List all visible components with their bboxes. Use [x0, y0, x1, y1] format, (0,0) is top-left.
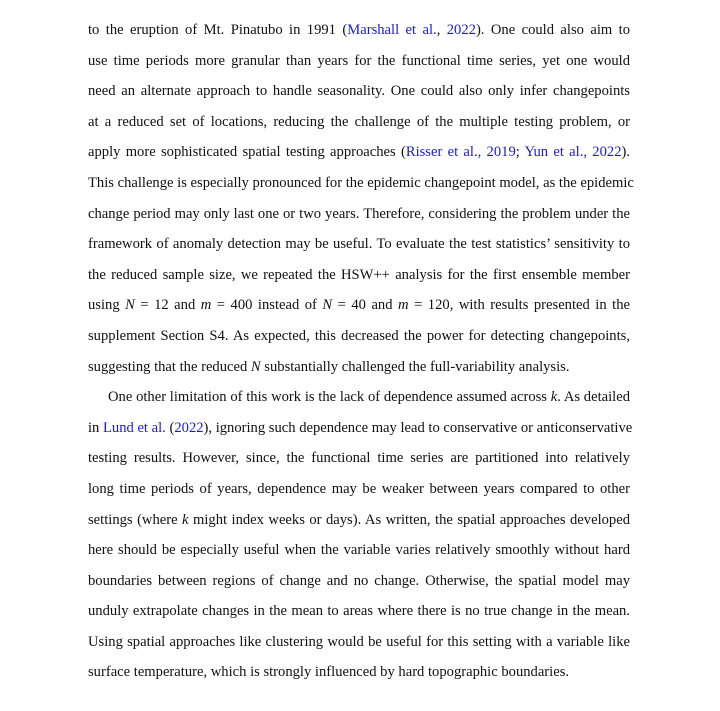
text-line [88, 107, 630, 138]
text-span: using [88, 297, 126, 314]
text-line [88, 168, 634, 199]
math-symbol: k [550, 389, 558, 406]
text-span: = 40 and [332, 297, 399, 314]
text-span: change period may only last one or two years. Therefore, considering the problem under the [88, 205, 630, 222]
citation-link[interactable]: 2022 [174, 419, 204, 436]
text-line [88, 321, 630, 352]
text-line [88, 596, 630, 627]
citation-link[interactable]: Marshall et al. [347, 22, 437, 38]
text-line [88, 505, 630, 536]
text-line [88, 566, 630, 597]
text-span: One other limitation of this work is the lack of dependence assumed across [108, 389, 551, 406]
math-symbol: m [398, 297, 409, 314]
text-line [88, 352, 630, 383]
text-span: unduly extrapolate changes in the mean to areas where there is no true change in the mean. [88, 603, 630, 620]
text-span: here should be especially useful when the variable varies relatively smoothly without hard [88, 542, 630, 559]
text-span: ), ignoring such dependence may lead to conservative or anticonservative [203, 419, 633, 436]
text-span: might index weeks or days). As written, the spatial approaches developed [188, 511, 630, 528]
text-span: This challenge is especially pronounced for the epidemic changepoint model, as the epidemic [88, 174, 634, 191]
text-line [88, 413, 633, 444]
text-line [88, 290, 630, 321]
text-line [88, 76, 630, 107]
text-line [88, 535, 630, 566]
citation-link[interactable]: 2022 [446, 22, 476, 38]
text-span: use time periods more granular than years for the functional time series, yet one would [88, 52, 630, 69]
paper-body [88, 15, 634, 688]
text-span: , [436, 22, 447, 38]
text-line [88, 137, 630, 168]
text-line [88, 229, 630, 260]
text-line [88, 627, 630, 658]
text-span: framework of anomaly detection may be useful. To evaluate the test statistics’ sensitivity to [88, 236, 630, 253]
text-span: at a reduced set of locations, reducing the challenge of the multiple testing problem, or [88, 113, 630, 130]
text-span: in [88, 419, 103, 436]
text-span: . As detailed [557, 389, 630, 406]
text-span: supplement Section S4. As expected, this decreased the power for detecting changepoints, [88, 327, 630, 344]
text-span: ( [165, 419, 175, 436]
text-span: ; [515, 144, 525, 161]
text-line [88, 474, 630, 505]
text-span: boundaries between regions of change and no change. Otherwise, the spatial model may [88, 572, 630, 589]
math-symbol: N [322, 297, 333, 314]
text-span: ). One could also aim to [475, 22, 630, 38]
text-span: surface temperature, which is strongly influenced by hard topographic boundaries. [88, 664, 570, 681]
text-span: = 120, with results presented in the [408, 297, 630, 314]
text-span: long time periods of years, dependence may be weaker between years compared to other [88, 480, 630, 497]
text-span: need an alternate approach to handle seasonality. One could also only infer changepoints [88, 83, 630, 100]
text-line [88, 260, 630, 291]
text-span: suggesting that the reduced [88, 358, 251, 375]
text-span: = 12 and [134, 297, 201, 314]
text-span: settings (where [88, 511, 183, 528]
text-line [88, 199, 630, 230]
text-line [88, 657, 630, 688]
math-symbol: k [182, 511, 189, 528]
text-span: Using spatial approaches like clustering would be useful for this setting with a variable like [88, 633, 630, 650]
text-span: ). [621, 144, 631, 161]
math-symbol: N [250, 358, 261, 375]
math-symbol: N [125, 297, 135, 314]
citation-link[interactable]: Lund et al. [103, 419, 166, 436]
text-span: testing results. However, since, the functional time series are partitioned into relatively [88, 450, 630, 467]
text-span: substantially challenged the full-variability analysis. [260, 358, 570, 375]
text-span: the reduced sample size, we repeated the HSW++ analysis for the first ensemble member [88, 266, 630, 283]
math-symbol: m [200, 297, 212, 314]
citation-link[interactable]: Yun et al., 2022 [524, 144, 622, 161]
text-line [88, 15, 630, 46]
text-line [88, 443, 630, 474]
text-line [88, 46, 630, 77]
text-span: to the eruption of Mt. Pinatubo in 1991 ( [88, 22, 348, 38]
citation-link[interactable]: Risser et al., 2019 [405, 144, 516, 161]
text-span: = 400 instead of [211, 297, 323, 314]
text-line [88, 382, 630, 413]
text-span: apply more sophisticated spatial testing approaches ( [88, 144, 406, 161]
